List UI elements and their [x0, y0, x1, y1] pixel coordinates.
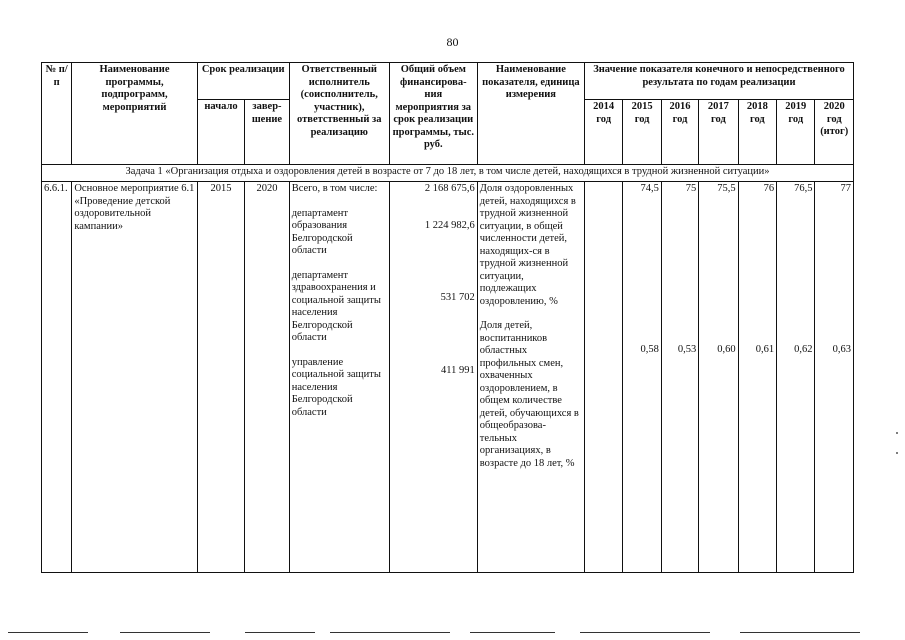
- header-year-2015: 2015 год: [623, 100, 661, 165]
- scan-artifact-line: [580, 632, 710, 633]
- scan-artifact-line: [470, 632, 555, 633]
- indicator-1: Доля оздоровленных детей, находящихся в трудной жизненной ситуации, в общей численности детей, находящих-ся в трудной жизненной ситуации, подлежащих оздоровлению, %: [479, 183, 576, 307]
- executor-education: департамент образования Белгородской области: [291, 207, 353, 256]
- scan-artifact-dot: [896, 452, 898, 454]
- funding-health: 531 702: [440, 292, 475, 303]
- value-2016: [661, 182, 698, 573]
- row-name: Основное мероприятие 6.1 «Проведение детской оздоровительной кампании»: [72, 182, 197, 573]
- value-2-2020: 0,63: [832, 343, 851, 355]
- scan-artifact-dot: [896, 432, 898, 434]
- row-indicators: [477, 182, 584, 573]
- table-row: [42, 182, 854, 573]
- value-2018: [738, 182, 776, 573]
- row-start: 2015: [197, 182, 245, 573]
- scan-artifact-line: [245, 632, 315, 633]
- header-term-start: начало: [197, 100, 245, 165]
- header-year-2018: 2018 год: [738, 100, 776, 165]
- value-2014: [584, 182, 622, 573]
- value-2020: [815, 182, 854, 573]
- task-row: [42, 165, 854, 182]
- row-num: 6.6.1.: [42, 182, 72, 573]
- header-values: Значение показателя конечного и непосредственного результата по годам реализации: [584, 63, 853, 100]
- funding-total: 2 168 675,6: [424, 183, 475, 194]
- value-1-2020: 77: [840, 183, 851, 194]
- value-1-2018: 76: [763, 183, 775, 194]
- header-funding: Общий объем финансирова-ния мероприятия за срок реализации программы, тыс. руб.: [389, 63, 477, 165]
- value-1-2016: 75: [685, 183, 697, 194]
- header-executor: Ответственный исполнитель (соисполнитель, участник), ответственный за реализацию: [289, 63, 389, 165]
- value-1-2019: 76,5: [794, 183, 813, 194]
- value-2-2016: 0,53: [677, 343, 697, 355]
- value-2019: [777, 182, 815, 573]
- value-2-2018: 0,61: [755, 343, 775, 355]
- scan-artifact-line: [740, 632, 860, 633]
- scan-artifact-line: [8, 632, 88, 633]
- row-end: 2020: [245, 182, 289, 573]
- header-term-end: завер-шение: [245, 100, 289, 165]
- funding-social: 411 991: [441, 364, 475, 376]
- value-2-2019: 0,62: [794, 343, 813, 355]
- header-indicator: Наименование показателя, единица измерения: [477, 63, 584, 165]
- program-table: [41, 62, 854, 573]
- value-2015: [623, 182, 661, 573]
- header-num: № п/п: [42, 63, 72, 165]
- value-2-2017: 0,60: [717, 343, 736, 355]
- task-title: Задача 1 «Организация отдыха и оздоровления детей в возрасте от 7 до 18 лет, в том числе детей, находящихся в трудной жизненной ситуации»: [42, 165, 854, 182]
- header-year-2019: 2019 год: [777, 100, 815, 165]
- scan-artifact-line: [120, 632, 210, 633]
- indicator-2: Доля детей, воспитанников областных профильных смен, охваченных оздоровлением, в общем количестве детей, обучающихся в общеобразова-тельных организациях, в возрасте до 18 лет, %: [479, 320, 579, 469]
- header-year-2014: 2014 год: [584, 100, 622, 165]
- scan-artifact-line: [330, 632, 450, 633]
- funding-education: 1 224 982,6: [424, 219, 475, 231]
- value-2017: [699, 182, 738, 573]
- value-1-2017: 75,5: [717, 183, 736, 194]
- header-year-2020: 2020 год (итог): [815, 100, 854, 165]
- row-executors: [289, 182, 389, 573]
- header-program: Наименование программы, подпрограмм, мероприятий: [72, 63, 197, 165]
- value-1-2015: 74,5: [640, 183, 659, 194]
- header-term: Срок реализации: [197, 63, 289, 100]
- header-row-top: [42, 63, 854, 100]
- page-number: 80: [446, 35, 459, 49]
- executor-total: Всего, в том числе:: [291, 183, 378, 194]
- header-year-2017: 2017 год: [699, 100, 738, 165]
- executor-health: департамент здравоохранения и социальной защиты населения Белгородской области: [291, 269, 381, 343]
- value-2-2015: 0,58: [640, 343, 659, 355]
- header-year-2016: 2016 год: [661, 100, 698, 165]
- row-funding: [389, 182, 477, 573]
- executor-social: управление социальной защиты населения Белгородской области: [291, 356, 381, 418]
